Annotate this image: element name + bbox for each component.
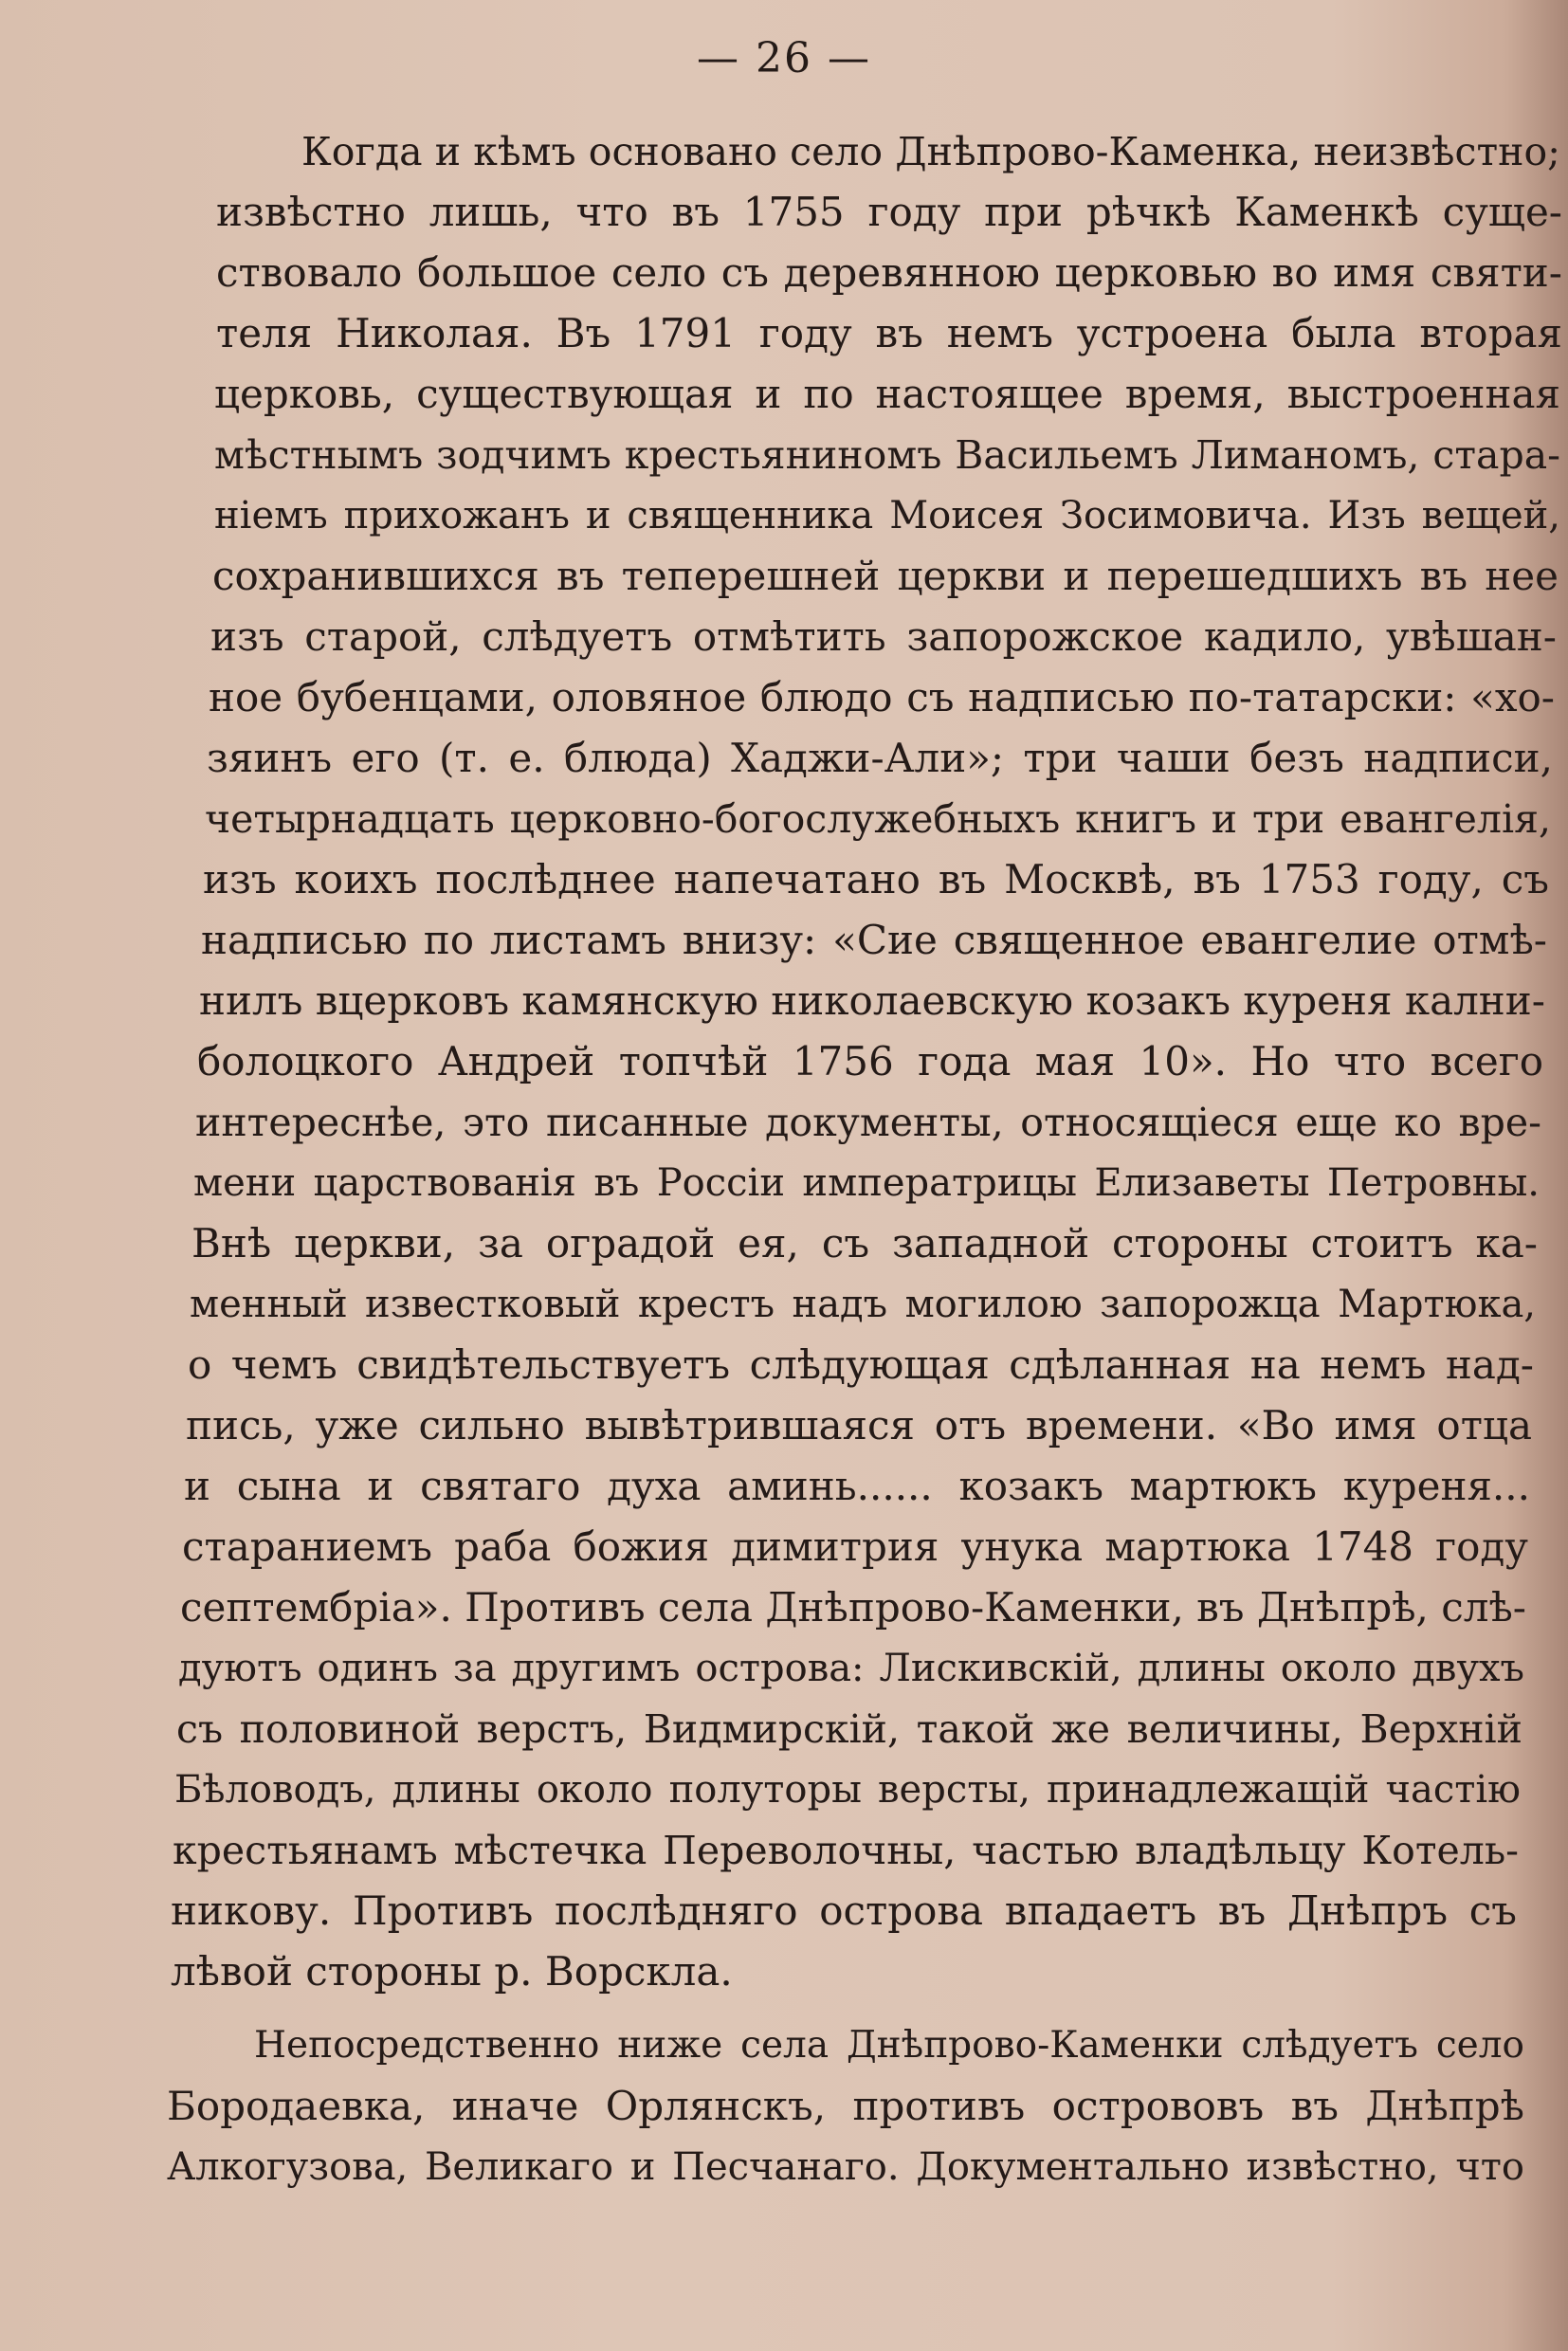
text-line: ное бубенцами, оловяное блюдо съ надписью по-татарски: «хо- — [209, 674, 1555, 720]
text-line: лѣвой стороны р. Ворскла. — [171, 1948, 733, 1995]
text-line: четырнадцать церковно-богослужебныхъ книгъ и три евангелія, — [205, 796, 1551, 842]
text-line: ствовало большое село съ деревянною церковью во имя святи- — [216, 249, 1562, 296]
text-line: стараниемъ раба божия димитрия унука мартюка 1748 году — [182, 1523, 1528, 1570]
text-line: сохранившихся въ теперешней церкви и перешедшихъ въ нее — [212, 553, 1559, 599]
text-line: Внѣ церкви, за оградой ея, съ западной стороны стоитъ ка- — [191, 1220, 1538, 1267]
text-line: дуютъ одинъ за другимъ острова: Лискивскій, длины около двухъ — [178, 1647, 1524, 1690]
text-line: надписью по листамъ внизу: «Сие священное евангелие отмѣ- — [201, 917, 1547, 963]
text-line: менный известковый крестъ надъ могилою запорожца Мартюка, — [190, 1283, 1536, 1326]
text-line: интереснѣе, это писанные документы, относящіеся еще ко вре- — [195, 1100, 1541, 1145]
text-line: и сына и святаго духа аминь...... козакъ мартюкъ куреня... — [184, 1463, 1530, 1509]
text-line: церковь, существующая и по настоящее время, выстроенная — [214, 371, 1560, 417]
text-line: мени царствованія въ Россіи императрицы Елизаветы Петровны. — [193, 1161, 1540, 1205]
page-number: — 26 — — [697, 34, 871, 82]
text-line: изъ старой, слѣдуетъ отмѣтить запорожское кадило, увѣшан- — [210, 613, 1557, 660]
text-line: септембріа». Противъ села Днѣпрово-Каменки, въ Днѣпрѣ, слѣ- — [180, 1584, 1526, 1631]
text-line: Непосредственно ниже села Днѣпрово-Каменки слѣдуетъ село — [254, 2024, 1524, 2067]
text-line: крестьянамъ мѣстечка Переволочны, частью владѣльцу Котель- — [173, 1828, 1519, 1873]
text-line: пись, уже сильно вывѣтрившаяся отъ времени. «Во имя отца — [186, 1402, 1532, 1449]
text-line: нилъ вцерковъ камянскую николаевскую козакъ куреня кални- — [199, 977, 1545, 1024]
text-line: съ половиной верстъ, Видмирскій, такой же величины, Верхній — [176, 1706, 1522, 1752]
text-line: извѣстно лишь, что въ 1755 году при рѣчкѣ Каменкѣ суще- — [216, 189, 1562, 235]
text-line: Когда и кѣмъ основано село Днѣпрово-Каменка, неизвѣстно; — [301, 129, 1560, 174]
text-line: Алкогузова, Великаго и Песчанаго. Документально извѣстно, что — [167, 2145, 1524, 2189]
text-line: болоцкого Андрей топчѣй 1756 года мая 10». Но что всего — [197, 1038, 1543, 1084]
text-line: Бѣловодъ, длины около полуторы версты, принадлежащій частію — [174, 1768, 1521, 1812]
text-line: мѣстнымъ зодчимъ крестьяниномъ Васильемъ Лиманомъ, стара- — [214, 432, 1560, 478]
text-line: теля Николая. Въ 1791 году въ немъ устроена была вторая — [216, 310, 1562, 356]
text-line: Бородаевка, иначе Орлянскъ, противъ острововъ въ Днѣпрѣ — [167, 2083, 1524, 2129]
text-line: зяинъ его (т. е. блюда) Хаджи-Али»; три чаши безъ надписи, — [207, 735, 1553, 781]
text-line: никову. Противъ послѣдняго острова впадаетъ въ Днѣпръ съ — [171, 1887, 1517, 1934]
text-line: ніемъ прихожанъ и священника Моисея Зосимовича. Изъ вещей, — [214, 494, 1560, 538]
text-line: изъ коихъ послѣднее напечатано въ Москвѣ, въ 1753 году, съ — [203, 856, 1549, 902]
text-line: о чемъ свидѣтельствуетъ слѣдующая сдѣланная на немъ над- — [188, 1341, 1534, 1388]
